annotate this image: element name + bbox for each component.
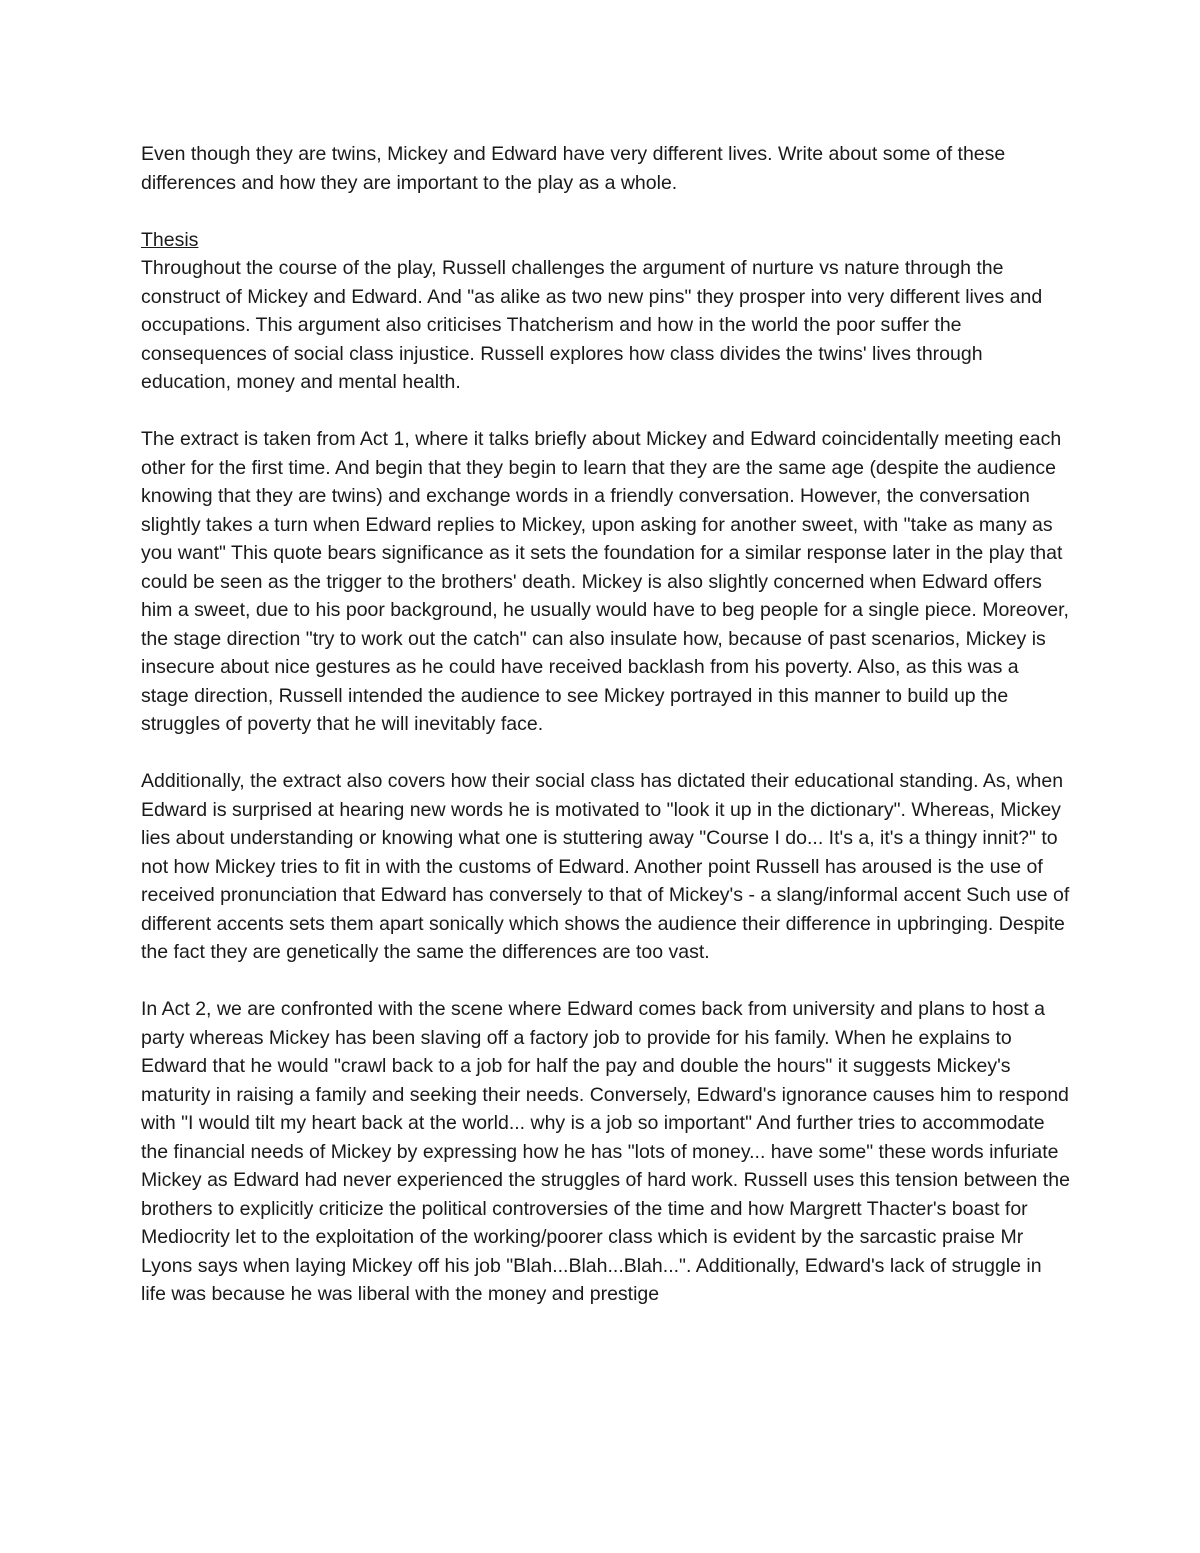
- thesis-section: [141, 226, 1071, 397]
- paragraph-education: Additionally, the extract also covers how their social class has dictated their educational standing. As, when Edward is surprised at hearing new words he is motivated to "look it up in the dictionary". Whereas, Mickey lies about understanding or knowing what one is stuttering away "Course I do... It's a, it's a thingy innit?" to not how Mickey tries to fit in with the customs of Edward. Another point Russell has aroused is the use of received pronunciation that Edward has conversely to that of Mickey's - a slang/informal accent Such use of different accents sets them apart sonically which shows the audience their difference in upbringing. Despite the fact they are genetically the same the differences are too vast.: [141, 770, 1070, 963]
- thesis-text: Throughout the course of the play, Russell challenges the argument of nurture vs nature through the construct of Mickey and Edward. And "as alike as two new pins" they prosper into very different lives and occupations. This argument also criticises Thatcherism and how in the world the poor suffer the consequences of social class injustice. Russell explores how class divides the twins' lives through education, money and mental health.: [141, 257, 1043, 393]
- document-body: [141, 140, 1071, 1337]
- paragraph-act1-extract: The extract is taken from Act 1, where it talks briefly about Mickey and Edward coincidentally meeting each other for the first time. And begin that they begin to learn that they are the same age (despite the audience knowing that they are twins) and exchange words in a friendly conversation. However, the conversation slightly takes a turn when Edward replies to Mickey, upon asking for another sweet, with "take as many as you want" This quote bears significance as it sets the foundation for a similar response later in the play that could be seen as the trigger to the brothers' death. Mickey is also slightly concerned when Edward offers him a sweet, due to his poor background, he usually would have to beg people for a single piece. Moreover, the stage direction "try to work out the catch" can also insulate how, because of past scenarios, Mickey is insecure about nice gestures as he could have received backlash from his poverty. Also, as this was a stage direction, Russell intended the audience to see Mickey portrayed in this manner to build up the struggles of poverty that he will inevitably face.: [141, 428, 1069, 735]
- thesis-heading: Thesis: [141, 228, 199, 251]
- essay-question: Even though they are twins, Mickey and Edward have very different lives. Write about some of these differences and how they are important to the play as a whole.: [141, 143, 1006, 194]
- paragraph-act2: In Act 2, we are confronted with the scene where Edward comes back from university and plans to host a party whereas Mickey has been slaving off a factory job to provide for his family. When he explains to Edward that he would "crawl back to a job for half the pay and double the hours" it suggests Mickey's maturity in raising a family and seeking their needs. Conversely, Edward's ignorance causes him to respond with "I would tilt my heart back at the world... why is a job so important" And further tries to accommodate the financial needs of Mickey by expressing how he has "lots of money... have some" these words infuriate Mickey as Edward had never experienced the struggles of hard work. Russell uses this tension between the brothers to explicitly criticize the political controversies of the time and how Margrett Thacter's boast for Mediocrity let to the exploitation of the working/poorer class which is evident by the sarcastic praise Mr Lyons says when laying Mickey off his job "Blah...Blah...Blah...". Additionally, Edward's lack of struggle in life was because he was liberal with the money and prestige: [141, 998, 1070, 1305]
